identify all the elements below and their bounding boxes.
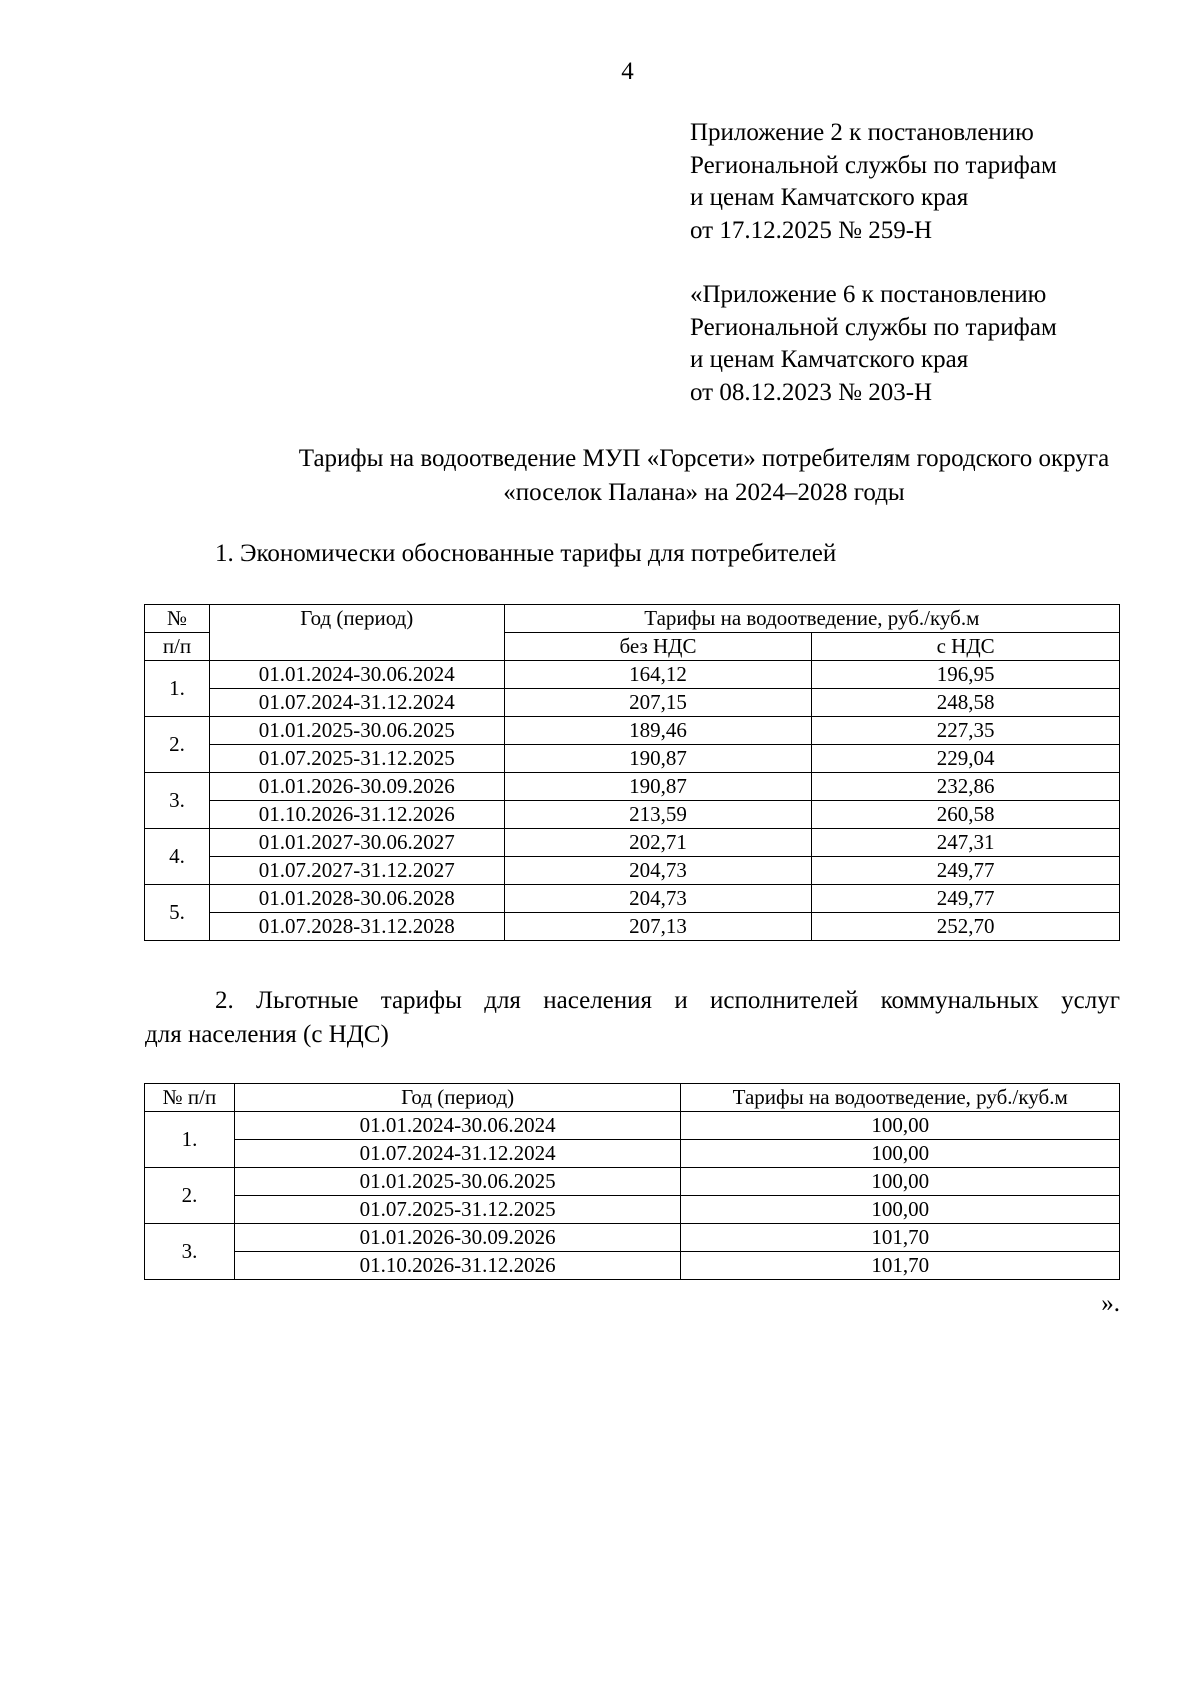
period-cell: 01.10.2026-31.12.2026 [234,1252,681,1280]
preferential-tariffs-table [144,1083,1120,1280]
tariff-no-vat-cell: 190,87 [504,773,812,801]
annex-line: Приложение 2 к постановлению [690,119,1034,146]
tariff-no-vat-cell: 202,71 [504,829,812,857]
title-line: «поселок Палана» на 2024–2028 годы [503,479,905,506]
table-row [145,745,1120,773]
table-row [145,1252,1120,1280]
table-row [145,1224,1120,1252]
annex-line: Региональной службы по тарифам [690,313,1057,341]
tariff-cell: 100,00 [681,1196,1120,1224]
period-cell: 01.01.2026-30.09.2026 [209,773,504,801]
period-cell: 01.07.2025-31.12.2025 [209,745,504,773]
tariff-vat-cell: 232,86 [812,773,1120,801]
period-cell: 01.01.2028-30.06.2028 [209,885,504,913]
tariff-cell: 101,70 [681,1224,1120,1252]
period-cell: 01.01.2025-30.06.2025 [234,1168,681,1196]
tariff-vat-cell: 249,77 [812,857,1120,885]
table-row [145,1168,1120,1196]
tariff-vat-cell: 248,58 [812,689,1120,717]
tariff-no-vat-cell: 207,15 [504,689,812,717]
row-number: 2. [145,717,210,773]
row-number: 1. [145,661,210,717]
period-cell: 01.07.2028-31.12.2028 [209,913,504,941]
header-without-vat: без НДС [504,633,812,661]
period-cell: 01.10.2026-31.12.2026 [209,801,504,829]
table-row [145,1140,1120,1168]
table-row [145,773,1120,801]
tariff-cell: 100,00 [681,1112,1120,1140]
row-number: 3. [145,1224,235,1280]
table-body [145,661,1120,941]
row-number: 4. [145,829,210,885]
economic-tariffs-table [144,604,1120,941]
header-with-vat: с НДС [812,633,1120,661]
table-row [145,689,1120,717]
annex-line: от 08.12.2023 № 203-Н [690,378,933,406]
section-2-heading-line: для населения (с НДС) [145,1021,389,1048]
table-row [145,717,1120,745]
section-1-heading: 1. Экономически обоснованные тарифы для потребителей [215,540,837,567]
tariff-cell: 100,00 [681,1140,1120,1168]
document-title [144,442,1200,510]
table-row [145,1112,1120,1140]
tariff-vat-cell: 252,70 [812,913,1120,941]
table-row [145,885,1120,913]
tariff-vat-cell: 260,58 [812,801,1120,829]
row-number: 1. [145,1112,235,1168]
annex-line: «Приложение 6 к постановлению [690,281,1047,308]
period-cell: 01.01.2024-30.06.2024 [234,1112,681,1140]
annex-header-original [690,279,1170,409]
header-num: № [145,605,210,633]
table-body [145,1112,1120,1280]
row-number: 5. [145,885,210,941]
period-cell: 01.07.2025-31.12.2025 [234,1196,681,1224]
closing-quote: ». [1101,1290,1120,1317]
tariff-no-vat-cell: 190,87 [504,745,812,773]
tariff-no-vat-cell: 207,13 [504,913,812,941]
annex-header-current [690,117,1170,247]
title-line: Тарифы на водоотведение МУП «Горсети» потребителям городского округа [298,445,1110,472]
tariff-vat-cell: 247,31 [812,829,1120,857]
tariff-vat-cell: 196,95 [812,661,1120,689]
header-period: Год (период) [209,605,504,661]
annex-line: и ценам Камчатского края [690,184,969,211]
table-row [145,661,1120,689]
tariff-vat-cell: 227,35 [812,717,1120,745]
tariff-no-vat-cell: 204,73 [504,857,812,885]
table-row [145,829,1120,857]
table-row [145,801,1120,829]
tariff-no-vat-cell: 189,46 [504,717,812,745]
header-tariff: Тарифы на водоотведение, руб./куб.м [504,605,1119,633]
header-period: Год (период) [234,1084,681,1112]
period-cell: 01.01.2025-30.06.2025 [209,717,504,745]
tariff-no-vat-cell: 213,59 [504,801,812,829]
tariff-no-vat-cell: 204,73 [504,885,812,913]
period-cell: 01.01.2027-30.06.2027 [209,829,504,857]
annex-line: Региональной службы по тарифам [690,151,1057,179]
row-number: 3. [145,773,210,829]
period-cell: 01.01.2026-30.09.2026 [234,1224,681,1252]
tariff-vat-cell: 229,04 [812,745,1120,773]
tariff-cell: 101,70 [681,1252,1120,1280]
table-row [145,913,1120,941]
section-2-heading-line: 2. Льготные тарифы для населения и исполнителей коммунальных услуг [215,987,1120,1014]
row-number: 2. [145,1168,235,1224]
section-2-heading [145,984,1120,1052]
annex-line: и ценам Камчатского края [690,346,969,373]
period-cell: 01.07.2024-31.12.2024 [209,689,504,717]
tariff-cell: 100,00 [681,1168,1120,1196]
header-num: № п/п [145,1084,235,1112]
table-row [145,1196,1120,1224]
tariff-vat-cell: 249,77 [812,885,1120,913]
tariff-no-vat-cell: 164,12 [504,661,812,689]
header-num-2: п/п [145,633,210,661]
header-tariff: Тарифы на водоотведение, руб./куб.м [681,1084,1120,1112]
period-cell: 01.07.2024-31.12.2024 [234,1140,681,1168]
period-cell: 01.01.2024-30.06.2024 [209,661,504,689]
annex-line: от 17.12.2025 № 259-Н [690,216,933,244]
period-cell: 01.07.2027-31.12.2027 [209,857,504,885]
page-number: 4 [621,58,634,85]
table-row [145,857,1120,885]
